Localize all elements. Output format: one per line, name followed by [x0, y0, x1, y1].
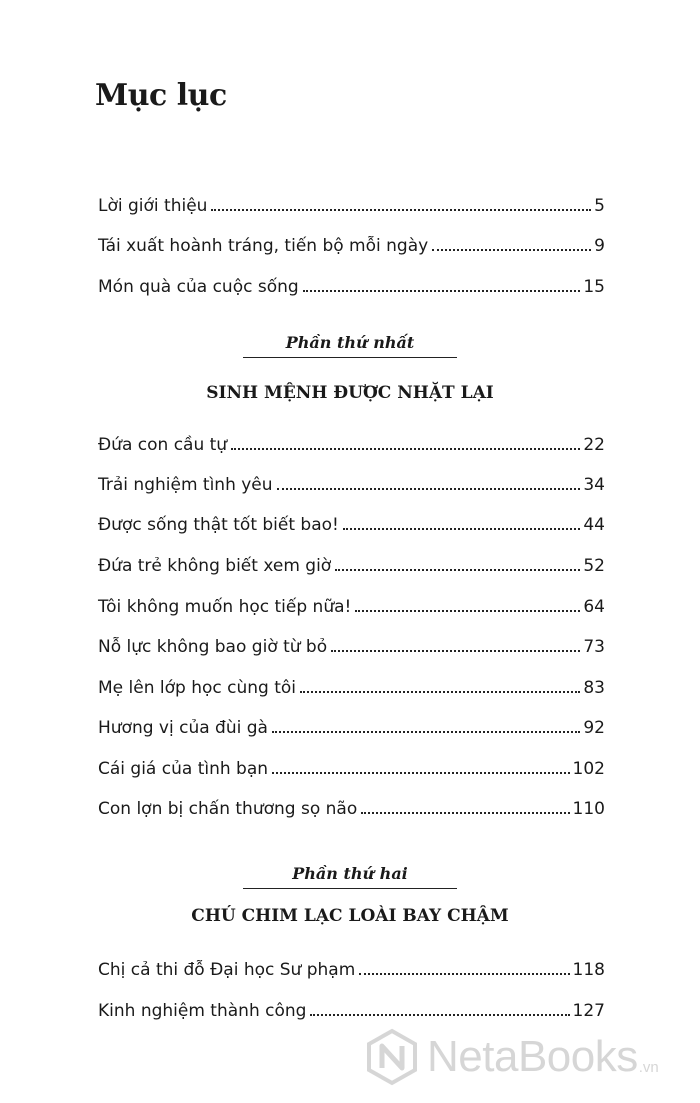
toc-entry-title: Món quà của cuộc sống — [98, 277, 299, 297]
toc-entry-page: 5 — [594, 196, 605, 216]
toc-entry[interactable] — [98, 194, 605, 218]
toc-entry-title: Mẹ lên lớp học cùng tôi — [98, 678, 297, 698]
toc-entry-page: 92 — [583, 718, 605, 738]
toc-entry-page: 118 — [572, 960, 605, 980]
dot-leader — [303, 290, 581, 292]
toc-entry[interactable] — [98, 473, 605, 497]
toc-entry-title: Con lợn bị chấn thương sọ não — [98, 799, 358, 819]
toc-entry[interactable] — [98, 234, 605, 258]
netabooks-logo-icon — [363, 1028, 421, 1086]
page-title: Mục lục — [95, 78, 227, 113]
dot-leader — [361, 812, 569, 814]
dot-leader — [310, 1014, 569, 1016]
toc-entry-title: Đứa con cầu tự — [98, 435, 228, 455]
toc-entry-page: 15 — [583, 277, 605, 297]
dot-leader — [272, 772, 570, 774]
toc-entry-page: 110 — [572, 799, 605, 819]
part-label: Phần thứ nhất — [285, 333, 415, 352]
dot-leader — [343, 528, 581, 530]
toc-entry[interactable] — [98, 433, 605, 457]
dot-leader — [331, 650, 580, 652]
toc-entry-page: 102 — [572, 759, 605, 779]
dot-leader — [231, 448, 580, 450]
toc-entry-title: Tái xuất hoành tráng, tiến bộ mỗi ngày — [98, 236, 429, 256]
toc-entry[interactable] — [98, 635, 605, 659]
toc-entry[interactable] — [98, 676, 605, 700]
toc-entry[interactable] — [98, 999, 605, 1023]
dot-leader — [272, 731, 580, 733]
toc-entry[interactable] — [98, 757, 605, 781]
toc-entry-page: 9 — [594, 236, 605, 256]
toc-entry-title: Cái giá của tình bạn — [98, 759, 269, 779]
toc-entry[interactable] — [98, 595, 605, 619]
toc-entry-title: Đứa trẻ không biết xem giờ — [98, 556, 332, 576]
toc-entry-title: Được sống thật tốt biết bao! — [98, 515, 339, 535]
toc-entry-title: Trải nghiệm tình yêu — [98, 475, 273, 495]
watermark-text: NetaBooks — [427, 1032, 638, 1081]
toc-entry[interactable] — [98, 716, 605, 740]
part-rule — [243, 357, 457, 358]
toc-entry[interactable] — [98, 554, 605, 578]
dot-leader — [432, 249, 591, 251]
toc-entry[interactable] — [98, 958, 605, 982]
toc-entry[interactable] — [98, 513, 605, 537]
dot-leader — [355, 610, 580, 612]
toc-entry-page: 83 — [583, 678, 605, 698]
toc-entry-title: Hương vị của đùi gà — [98, 718, 268, 738]
toc-entry-page: 127 — [572, 1001, 605, 1021]
toc-entry-page: 73 — [583, 637, 605, 657]
dot-leader — [277, 488, 581, 490]
toc-entry[interactable] — [98, 797, 605, 821]
toc-entry-page: 52 — [583, 556, 605, 576]
toc-entry-title: Kinh nghiệm thành công — [98, 1001, 307, 1021]
toc-entry-title: Nỗ lực không bao giờ từ bỏ — [98, 637, 328, 657]
toc-entry-page: 22 — [583, 435, 605, 455]
toc-entry-title: Lời giới thiệu — [98, 196, 208, 216]
dot-leader — [359, 973, 569, 975]
toc-entry-page: 44 — [583, 515, 605, 535]
dot-leader — [335, 569, 580, 571]
toc-entry-title: Tôi không muốn học tiếp nữa! — [98, 597, 352, 617]
watermark-suffix: .vn — [638, 1059, 659, 1076]
toc-entry[interactable] — [98, 275, 605, 299]
dot-leader — [300, 691, 580, 693]
dot-leader — [211, 209, 591, 211]
part-label: Phần thứ hai — [292, 864, 408, 883]
netabooks-watermark — [363, 1028, 659, 1086]
toc-entry-title: Chị cả thi đỗ Đại học Sư phạm — [98, 960, 356, 980]
toc-entry-page: 34 — [583, 475, 605, 495]
part-title: SINH MỆNH ĐƯỢC NHẶT LẠI — [206, 383, 494, 403]
toc-entry-page: 64 — [583, 597, 605, 617]
part-rule — [243, 888, 457, 889]
part-title: CHÚ CHIM LẠC LOÀI BAY CHẬM — [191, 906, 509, 926]
